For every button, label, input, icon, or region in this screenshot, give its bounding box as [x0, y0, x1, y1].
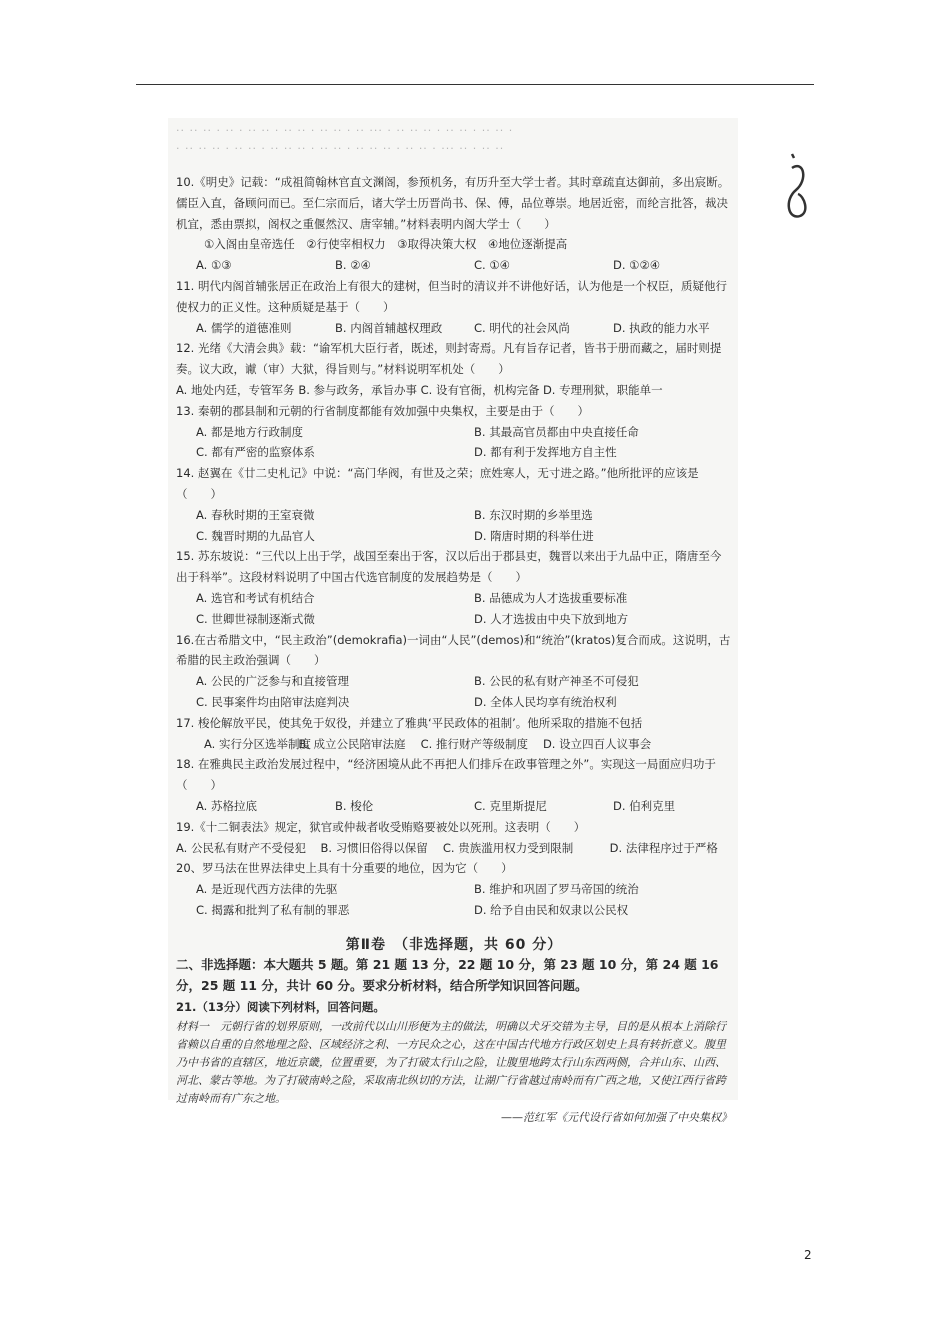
faint-bleed-through-text: ·· ·· ·· · ·· · ·· ·· · ·· ·· · ·· ·· · ·· ··· · ·· ·· ·· · ·· ·· · ·· ·· · [176, 124, 514, 137]
option: A. 公民的广泛参与和直接管理 [196, 674, 349, 689]
question-10-statements: ①入阁由皇帝选任 ②行使宰相权力 ③取得决策大权 ④地位逐渐提高 [204, 237, 568, 252]
option: A. 春秋时期的王室衰微 [196, 507, 315, 522]
option: B. 维护和巩固了罗马帝国的统治 [474, 882, 639, 897]
page-number: 2 [804, 1248, 812, 1262]
handwritten-mark [778, 150, 814, 230]
question-14-options [176, 505, 732, 547]
option: A. 都是地方行政制度 [196, 424, 303, 439]
question-19-options [176, 838, 732, 859]
exam-content [176, 172, 732, 1129]
option: B. ②④ [335, 258, 371, 273]
material-one: 材料一 元朝行省的划界原则，一改前代以山川形便为主的做法，明确以犬牙交错为主导，目的是从根本上消除行省赖以自重的自然地理之险、区域经济之利、一方民众之心，这在中国古代地方行政区划史上具有转折意义。腹里乃中书省的直辖区，地近京畿，位置重要，为了打破太行山之险，让腹里地跨太行山东西两侧，合并山东、山西、河北、蒙古等地。为了打破南岭之险，采取南北纵切的方法，让湖广行省越过南岭而有广西之地，又使江西行省跨过南岭而有广东之地。 [176, 1019, 726, 1105]
question-10-options [176, 255, 732, 276]
question-15-options [176, 588, 732, 630]
option: B. 习惯旧俗得以保留 [320, 840, 428, 855]
question-20: 20、罗马法在世界法律史上具有十分重要的地位，因为它（ ） [176, 861, 513, 876]
option: D. 执政的能力水平 [613, 320, 710, 335]
option: D. 人才选拔由中央下放到地方 [474, 611, 629, 626]
section-instruction: 二、非选择题：本大题共 5 题。第 21 题 13 分，22 题 10 分，第 23 题 10 分，第 24 题 16 分，25 题 11 分，共计 60 分。要求分析材料，结合所学知识回答问题。 [176, 957, 719, 994]
option: C. 民事案件均由陪审法庭判决 [196, 694, 350, 709]
option: D. ①②④ [613, 258, 661, 273]
question-11: 11. 明代内阁首辅张居正在政治上有很大的建树，但当时的清议并不讲他好话，认为他是一个权臣，质疑他行使权力的正义性。这种质疑是基于（ ） [176, 278, 727, 314]
question-11-options [176, 318, 732, 339]
question-20-options [176, 879, 732, 921]
option: C. 贵族滥用权力受到限制 [442, 840, 574, 855]
option: B. 成立公民陪审法庭 [298, 736, 406, 751]
option: B. 品德成为人才选拔重要标准 [474, 590, 628, 605]
question-12: 12. 光绪《大清会典》载：“谕军机大臣行者，既述，则封寄焉。凡有旨存记者，皆书于册而藏之，届时则提奏。议大政，谳（审）大狱，得旨则与。”材料说明军机处（ ） [176, 341, 722, 377]
question-18: 18. 在雅典民主政治发展过程中，“经济困境从此不再把人们排斥在政事管理之外”。实现这一局面应归功于（ ） [176, 757, 716, 793]
option: A. 苏格拉底 [196, 798, 257, 813]
option: D. 给予自由民和奴隶以公民权 [474, 902, 629, 917]
question-16: 16.在古希腊文中，“民主政治”(demokrafia)一词由“人民”(demos)和“统治”(kratos)复合而成。这说明，古希腊的民主政治强调（ ） [176, 632, 731, 668]
option: D. 专理刑狱，职能单一 [542, 382, 663, 397]
question-10: 10.《明史》记载：“成祖简翰林官直文渊阁，参预机务，有历升至大学士者。其时章疏直达御前，多出宸断。儒臣入直，备顾问而已。至仁宗而后，诸大学士历晋尚书、保、傅，品位尊崇。地居近密，而纶言批答，裁决机宜，悉由票拟，阁权之重偃然汉、唐宰辅。”材料表明内阁大学士（ ） [176, 175, 730, 231]
section-title: 第Ⅱ卷 （非选择题，共 60 分） [345, 936, 563, 953]
question-13: 13. 秦朝的郡县制和元朝的行省制度都能有效加强中央集权，主要是由于（ ） [176, 403, 589, 418]
option: D. 伯利克里 [613, 798, 676, 813]
option: A. 地处内廷，专管军务 [176, 382, 295, 397]
question-15: 15. 苏东坡说：“三代以上出于学，战国至秦出于客，汉以后出于郡县吏，魏晋以来出于九品中正，隋唐至今出于科举”。这段材料说明了中国古代选官制度的发展趋势是（ ） [176, 549, 722, 585]
option: A. 公民私有财产不受侵犯 [176, 840, 306, 855]
option: B. 内阁首辅越权理政 [335, 320, 443, 335]
option: C. 设有官衙，机构完备 [420, 382, 540, 397]
option: C. 揭露和批判了私有制的罪恶 [196, 902, 350, 917]
faint-bleed-through-text: · ·· ·· ·· · ·· ·· · ·· ·· ·· · ·· ·· · ·· ·· ·· · ·· ·· · ··· ·· · ·· ·· [176, 142, 505, 155]
option: C. 都有严密的监察体系 [196, 445, 315, 460]
option: A. 实行分区选举制度 [204, 736, 311, 751]
question-17-options [176, 734, 732, 755]
option: C. ①④ [474, 258, 510, 273]
option: B. 梭伦 [335, 798, 374, 813]
option: A. 儒学的道德准则 [196, 320, 292, 335]
option: B. 东汉时期的乡举里选 [474, 507, 593, 522]
option: B. 其最高官员都由中央直接任命 [474, 424, 639, 439]
question-18-options [176, 796, 732, 817]
option: C. 明代的社会风尚 [474, 320, 570, 335]
option: A. 是近现代西方法律的先驱 [196, 882, 338, 897]
option: A. ①③ [196, 258, 232, 273]
option: B. 参与政务，承旨办事 [298, 382, 418, 397]
header-rule [136, 84, 814, 85]
option: B. 公民的私有财产神圣不可侵犯 [474, 674, 639, 689]
option: D. 法律程序过于严格 [609, 840, 718, 855]
option: D. 全体人民均享有统治权利 [474, 694, 617, 709]
option: C. 魏晋时期的九品官人 [196, 528, 315, 543]
question-14: 14. 赵翼在《廿二史札记》中说：“高门华阀，有世及之荣；庶姓寒人，无寸进之路。”他所批评的应该是（ ） [176, 466, 699, 501]
question-13-options [176, 422, 732, 464]
option: D. 都有利于发挥地方自主性 [474, 445, 617, 460]
question-19: 19.《十二铜表法》规定，狱官或仲裁者收受贿赂要被处以死刑。这表明（ ） [176, 819, 586, 834]
option: C. 克里斯提尼 [474, 798, 547, 813]
question-12-options [176, 380, 732, 401]
material-source: ——范红军《元代设行省如何加强了中央集权》 [501, 1110, 732, 1124]
option: A. 选官和考试有机结合 [196, 590, 315, 605]
option: C. 世卿世禄制逐渐式微 [196, 611, 315, 626]
option: D. 隋唐时期的科举仕进 [474, 528, 594, 543]
question-17: 17. 梭伦解放平民，使其免于奴役，并建立了雅典‘平民政体的祖制’。他所采取的措施不包括 [176, 715, 643, 730]
question-21: 21.（13分）阅读下列材料，回答问题。 [176, 1000, 385, 1015]
question-16-options [176, 671, 732, 713]
option: C. 推行财产等级制度 [420, 736, 528, 751]
option: D. 设立四百人议事会 [542, 736, 652, 751]
